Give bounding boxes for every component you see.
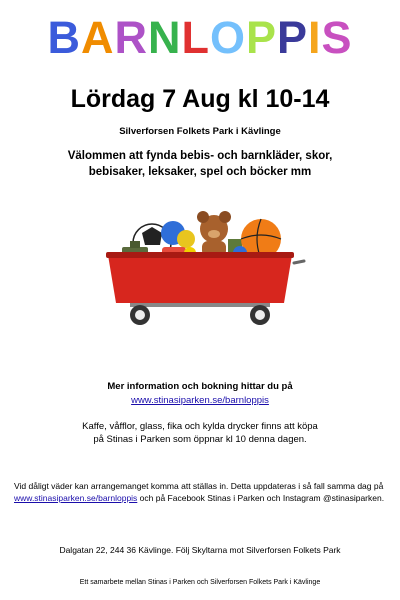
welcome-line-1: Välommen att fynda bebis- och barnkläder, skor, bbox=[67, 150, 333, 162]
welcome-text bbox=[0, 148, 400, 180]
poster-title bbox=[0, 10, 400, 66]
title-letter: N bbox=[147, 12, 182, 63]
wagon-wheel-right-icon bbox=[250, 305, 270, 325]
title-letter: A bbox=[80, 12, 115, 63]
weather-notice bbox=[14, 480, 386, 504]
event-date: Lördag 7 Aug kl 10-14 bbox=[70, 85, 330, 113]
cafe-info bbox=[0, 420, 400, 446]
title-letter: S bbox=[321, 12, 353, 63]
weather-link[interactable]: www.stinasiparken.se/barnloppis bbox=[14, 493, 138, 503]
weather-text-2: och på Facebook Stinas i Parken och Instagram @stinasiparken. bbox=[137, 493, 385, 503]
toy-wagon-illustration bbox=[90, 203, 310, 333]
title-letter: I bbox=[308, 12, 322, 63]
address-text: Dalgatan 22, 244 36 Kävlinge. Följ Skyltarna mot Silverforsen Folkets Park bbox=[59, 545, 341, 555]
cafe-line-1: Kaffe, våfflor, glass, fika och kylda drycker finns att köpa bbox=[82, 421, 318, 432]
info-heading: Mer information och bokning hittar du på bbox=[107, 381, 293, 392]
title-letter: R bbox=[114, 12, 148, 63]
venue-name: Silverforsen Folkets Park i Kävlinge bbox=[119, 126, 281, 137]
welcome-line-2: bebisaker, leksaker, spel och böcker mm bbox=[88, 166, 312, 178]
title-letter: P bbox=[245, 12, 277, 63]
info-link[interactable]: www.stinasiparken.se/barnloppis bbox=[131, 395, 269, 406]
title-letter: O bbox=[209, 12, 246, 63]
cafe-line-2: på Stinas i Parken som öppnar kl 10 denna dagen. bbox=[93, 434, 307, 445]
title-letter: L bbox=[181, 12, 210, 63]
collaboration-text: Ett samarbete mellan Stinas i Parken och Silverforsen Folkets Park i Kävlinge bbox=[79, 579, 321, 586]
wagon-body-icon bbox=[108, 255, 292, 303]
title-letter: B bbox=[47, 12, 81, 63]
weather-text-1: Vid dåligt väder kan arrangemanget komma att ställas in. Detta uppdateras i så fall samma dag på bbox=[14, 481, 384, 491]
wagon-wheel-left-icon bbox=[130, 305, 150, 325]
title-letter: P bbox=[276, 12, 308, 63]
